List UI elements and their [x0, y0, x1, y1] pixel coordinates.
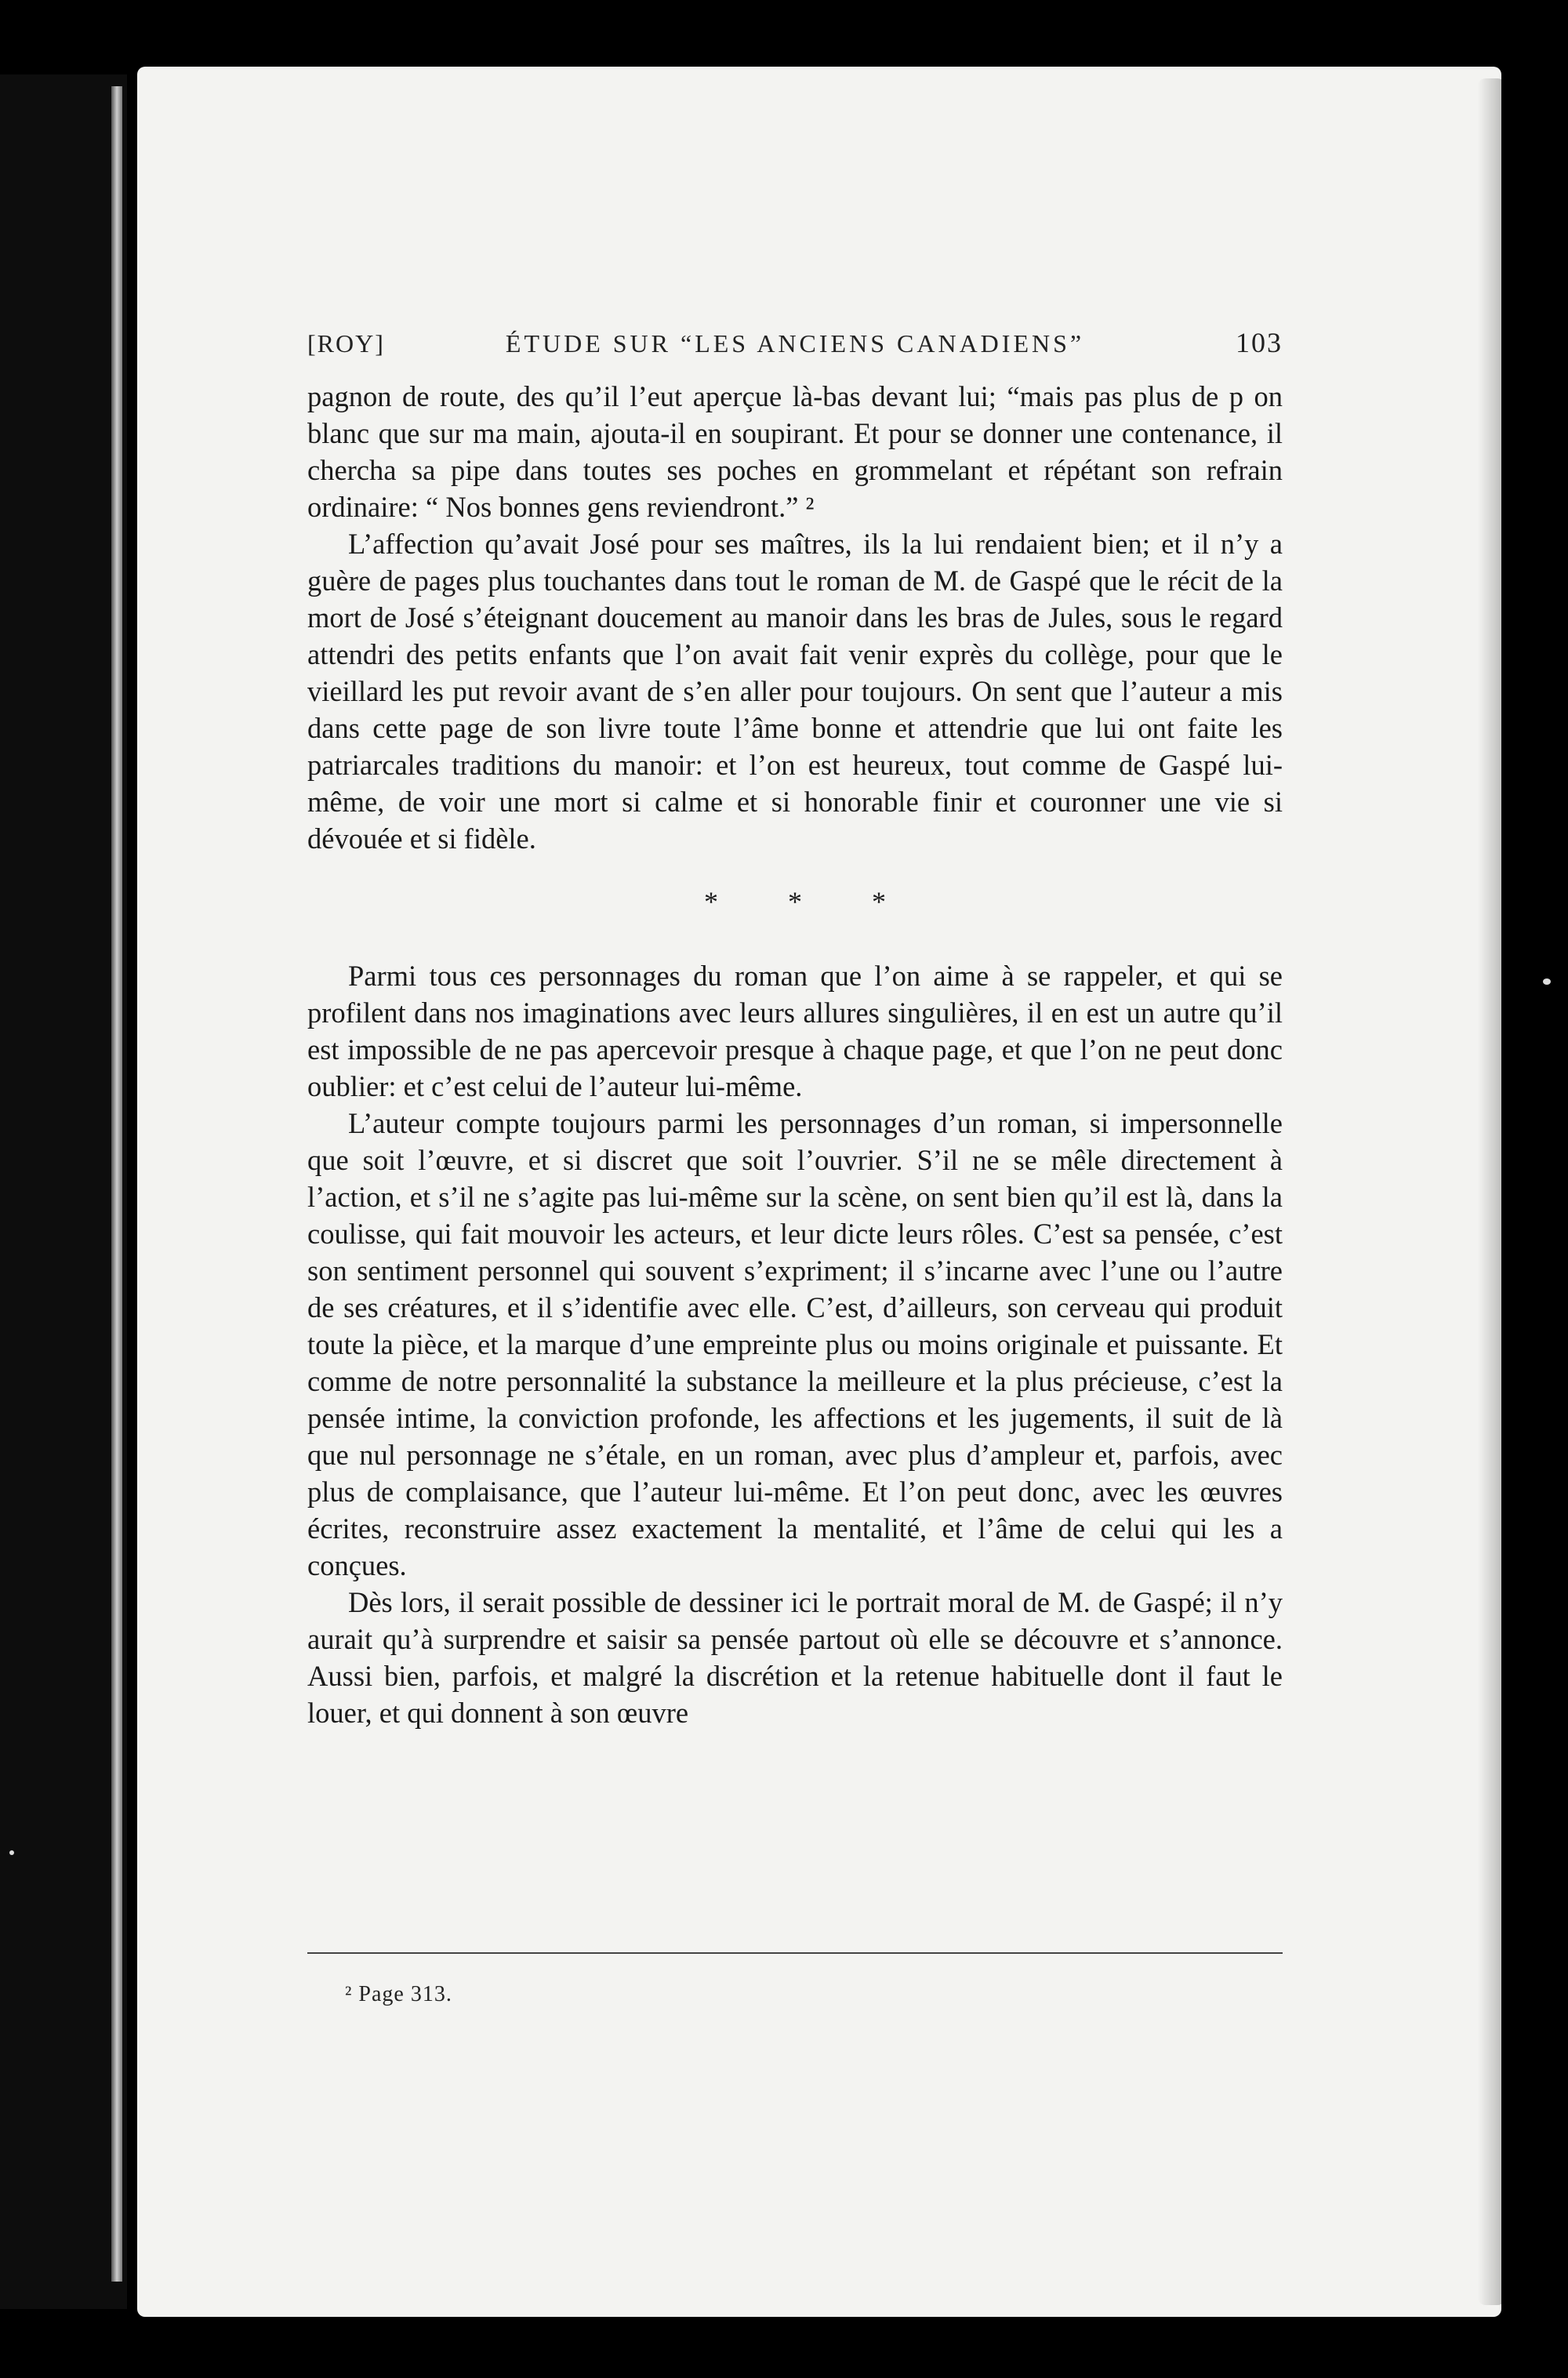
paragraph: L’affection qu’avait José pour ses maîtres, ils la lui rendaient bien; et il n’y a guère de pages plus touchantes dans tout le roman de M. de Gaspé que le récit de la mort de José s’éteignant doucement au manoir dans les bras de Jules, sous le regard attendri des petits enfants que l’on avait fait venir exprès du collège, pour que le vieillard les put revoir avant de s’en aller pour toujours. On sent que l’auteur a mis dans cette page de son livre toute l’âme bonne et attendrie que lui ont faite les patriarcales traditions du manoir: et l’on est heureux, tout comme de Gaspé lui-même, de voir une mort si calme et si honorable finir et couronner une vie si dévouée et si fidèle. [307, 528, 1283, 855]
facing-page-gutter [111, 86, 122, 2282]
paragraph: L’auteur compte toujours parmi les personnages d’un roman, si impersonnelle que soit l’œuvre, et si discret que soit l’ouvrier. S’il ne se mêle directement à l’action, et s’il ne s’agite pas lui-même sur la scène, on sent bien qu’il est là, dans la coulisse, qui fait mouvoir les acteurs, et leur dicte leurs rôles. C’est sa pensée, c’est son sentiment personnel qui souvent s’expriment; il s’incarne avec l’une ou l’autre de ses créatures, et il s’identifie avec elle. C’est, d’ailleurs, son cerveau qui produit toute la pièce, et la marque d’une empreinte plus ou moins originale et puissante. Et comme de notre personnalité la substance la meilleure et la plus précieuse, c’est la pensée intime, la conviction profonde, les affections et les jugements, il suit de là que nul personnage ne s’étale, en un roman, avec plus d’ampleur et, parfois, avec plus de complaisance, que l’auteur lui-même. Et l’on peut donc, avec les œuvres écrites, reconstruire assez exactement la mentalité, et l’âme de celui qui les a conçues. [307, 1107, 1283, 1581]
scan-speck [9, 1850, 14, 1855]
header-title: ÉTUDE SUR “LES ANCIENS CANADIENS” [505, 329, 1085, 358]
paragraph: pagnon de route, des qu’il l’eut aperçue là-bas devant lui; “mais pas plus de p on blanc que sur ma main, ajouta-il en soupirant. Et pour se donner une contenance, il chercha sa pipe dans toutes ses poches en grommelant et répétant son refrain ordinaire: “ Nos bonnes gens reviendront.” ² [307, 380, 1283, 523]
running-header [307, 320, 1283, 367]
body-text [307, 378, 1283, 1731]
paragraph: Parmi tous ces personnages du roman que l’on aime à se rappeler, et qui se profilent dans nos imaginations avec leurs allures singulières, il en est un autre qu’il est impossible de ne pas apercevoir presque à chaque page, et que l’on ne peut donc oublier: et c’est celui de l’auteur lui-même. [307, 960, 1283, 1102]
footnote-rule [307, 1952, 1283, 1954]
footnote: ² Page 313. [345, 1982, 452, 2006]
page-shadow [1478, 78, 1505, 2305]
paragraph: Dès lors, il serait possible de dessiner ici le portrait moral de M. de Gaspé; il n’y aurait qu’à surprendre et saisir sa pensée partout où elle se découvre et s’annonce. Aussi bien, parfois, et malgré la discrétion et la retenue habituelle dont il faut le louer, et qui donnent à son œuvre [307, 1586, 1283, 1729]
facing-page-edge [0, 74, 127, 2309]
page-number: 103 [1236, 327, 1283, 358]
scan-speck [1543, 978, 1551, 985]
section-separator: * * * [704, 886, 917, 917]
header-left: [ROY] [307, 329, 385, 358]
